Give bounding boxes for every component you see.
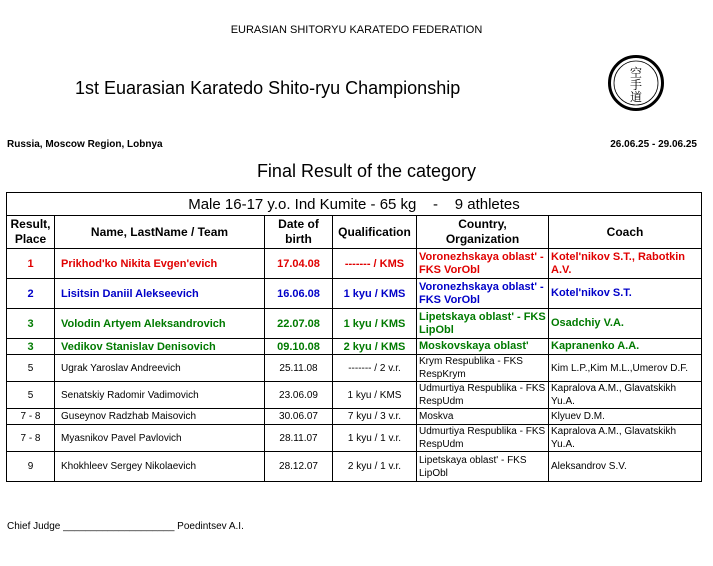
- dob-cell: 28.12.07: [265, 452, 333, 482]
- coach-cell: Kapranenko A.A.: [549, 339, 702, 355]
- column-header-name: Name, LastName / Team: [55, 216, 265, 249]
- column-header-coach: Coach: [549, 216, 702, 249]
- athlete-name: Ugrak Yaroslav Andreevich: [55, 355, 265, 382]
- category-title: Male 16-17 y.o. Ind Kumite - 65 kg - 9 athletes: [7, 193, 702, 216]
- country-cell: Voronezhskaya oblast' - FKS VorObl: [417, 249, 549, 279]
- place-cell: 7 - 8: [7, 409, 55, 425]
- dob-cell: 22.07.08: [265, 309, 333, 339]
- karatedo-logo: [608, 55, 664, 111]
- place-cell: 7 - 8: [7, 425, 55, 452]
- athlete-name: Prikhod'ko Nikita Evgen'evich: [55, 249, 265, 279]
- table-row: [7, 382, 702, 409]
- svg-text:空: 空: [629, 66, 643, 80]
- place-cell: 2: [7, 279, 55, 309]
- coach-cell: Klyuev D.M.: [549, 409, 702, 425]
- athlete-name: Volodin Artyem Aleksandrovich: [55, 309, 265, 339]
- dob-cell: 28.11.07: [265, 425, 333, 452]
- federation-name: EURASIAN SHITORYU KARATEDO FEDERATION: [230, 24, 483, 36]
- athlete-name: Senatskiy Radomir Vadimovich: [55, 382, 265, 409]
- coach-cell: Aleksandrov S.V.: [549, 452, 702, 482]
- country-cell: Lipetskaya oblast' - FKS LipObl: [417, 452, 549, 482]
- athlete-name: Lisitsin Daniil Alekseevich: [55, 279, 265, 309]
- coach-cell: Kotel'nikov S.T.: [549, 279, 702, 309]
- table-row: [7, 355, 702, 382]
- dob-cell: 09.10.08: [265, 339, 333, 355]
- place-cell: 9: [7, 452, 55, 482]
- event-location: Russia, Moscow Region, Lobnya: [7, 139, 163, 150]
- place-cell: 3: [7, 339, 55, 355]
- dob-cell: 25.11.08: [265, 355, 333, 382]
- column-header-qualification: Qualification: [333, 216, 417, 249]
- place-cell: 5: [7, 382, 55, 409]
- country-cell: Moskovskaya oblast': [417, 339, 549, 355]
- qualification-cell: ------- / KMS: [333, 249, 417, 279]
- svg-text:手: 手: [629, 78, 643, 92]
- country-cell: Lipetskaya oblast' - FKS LipObl: [417, 309, 549, 339]
- event-dates: 26.06.25 - 29.06.25: [610, 139, 697, 150]
- country-cell: Moskva: [417, 409, 549, 425]
- table-row: [7, 279, 702, 309]
- column-header-dob: Date of birth: [265, 216, 333, 249]
- chief-judge-signature-line: Chief Judge ____________________ Poedintsev A.I.: [7, 521, 244, 532]
- coach-cell: Kim L.P.,Kim M.L.,Umerov D.F.: [549, 355, 702, 382]
- qualification-cell: 1 kyu / KMS: [333, 279, 417, 309]
- country-cell: Voronezhskaya oblast' - FKS VorObl: [417, 279, 549, 309]
- table-row: [7, 425, 702, 452]
- results-table: [6, 192, 702, 482]
- dob-cell: 17.04.08: [265, 249, 333, 279]
- page-subtitle: Final Result of the category: [256, 161, 477, 181]
- table-row: [7, 249, 702, 279]
- country-cell: Udmurtiya Respublika - FKS RespUdm: [417, 425, 549, 452]
- coach-cell: Kapralova A.M., Glavatskikh Yu.A.: [549, 425, 702, 452]
- qualification-cell: ------- / 2 v.r.: [333, 355, 417, 382]
- qualification-cell: 1 kyu / KMS: [333, 309, 417, 339]
- column-header-country: Country, Organization: [417, 216, 549, 249]
- table-row: [7, 452, 702, 482]
- place-cell: 3: [7, 309, 55, 339]
- athlete-name: Guseynov Radzhab Maisovich: [55, 409, 265, 425]
- qualification-cell: 1 kyu / KMS: [333, 382, 417, 409]
- qualification-cell: 2 kyu / 1 v.r.: [333, 452, 417, 482]
- athlete-name: Vedikov Stanislav Denisovich: [55, 339, 265, 355]
- table-row: [7, 309, 702, 339]
- dob-cell: 16.06.08: [265, 279, 333, 309]
- athlete-name: Khokhleev Sergey Nikolaevich: [55, 452, 265, 482]
- coach-cell: Kotel'nikov S.T., Rabotkin A.V.: [549, 249, 702, 279]
- qualification-cell: 2 kyu / KMS: [333, 339, 417, 355]
- coach-cell: Kapralova A.M., Glavatskikh Yu.A.: [549, 382, 702, 409]
- coach-cell: Osadchiy V.A.: [549, 309, 702, 339]
- qualification-cell: 1 kyu / 1 v.r.: [333, 425, 417, 452]
- dob-cell: 23.06.09: [265, 382, 333, 409]
- page-title: 1st Euarasian Karatedo Shito-ryu Championship: [75, 78, 461, 98]
- qualification-cell: 7 kyu / 3 v.r.: [333, 409, 417, 425]
- dob-cell: 30.06.07: [265, 409, 333, 425]
- athlete-name: Myasnikov Pavel Pavlovich: [55, 425, 265, 452]
- column-header-place: Result, Place: [7, 216, 55, 249]
- country-cell: Krym Respublika - FKS RespKrym: [417, 355, 549, 382]
- country-cell: Udmurtiya Respublika - FKS RespUdm: [417, 382, 549, 409]
- table-row: [7, 339, 702, 355]
- table-row: [7, 409, 702, 425]
- place-cell: 5: [7, 355, 55, 382]
- place-cell: 1: [7, 249, 55, 279]
- svg-text:道: 道: [629, 90, 643, 104]
